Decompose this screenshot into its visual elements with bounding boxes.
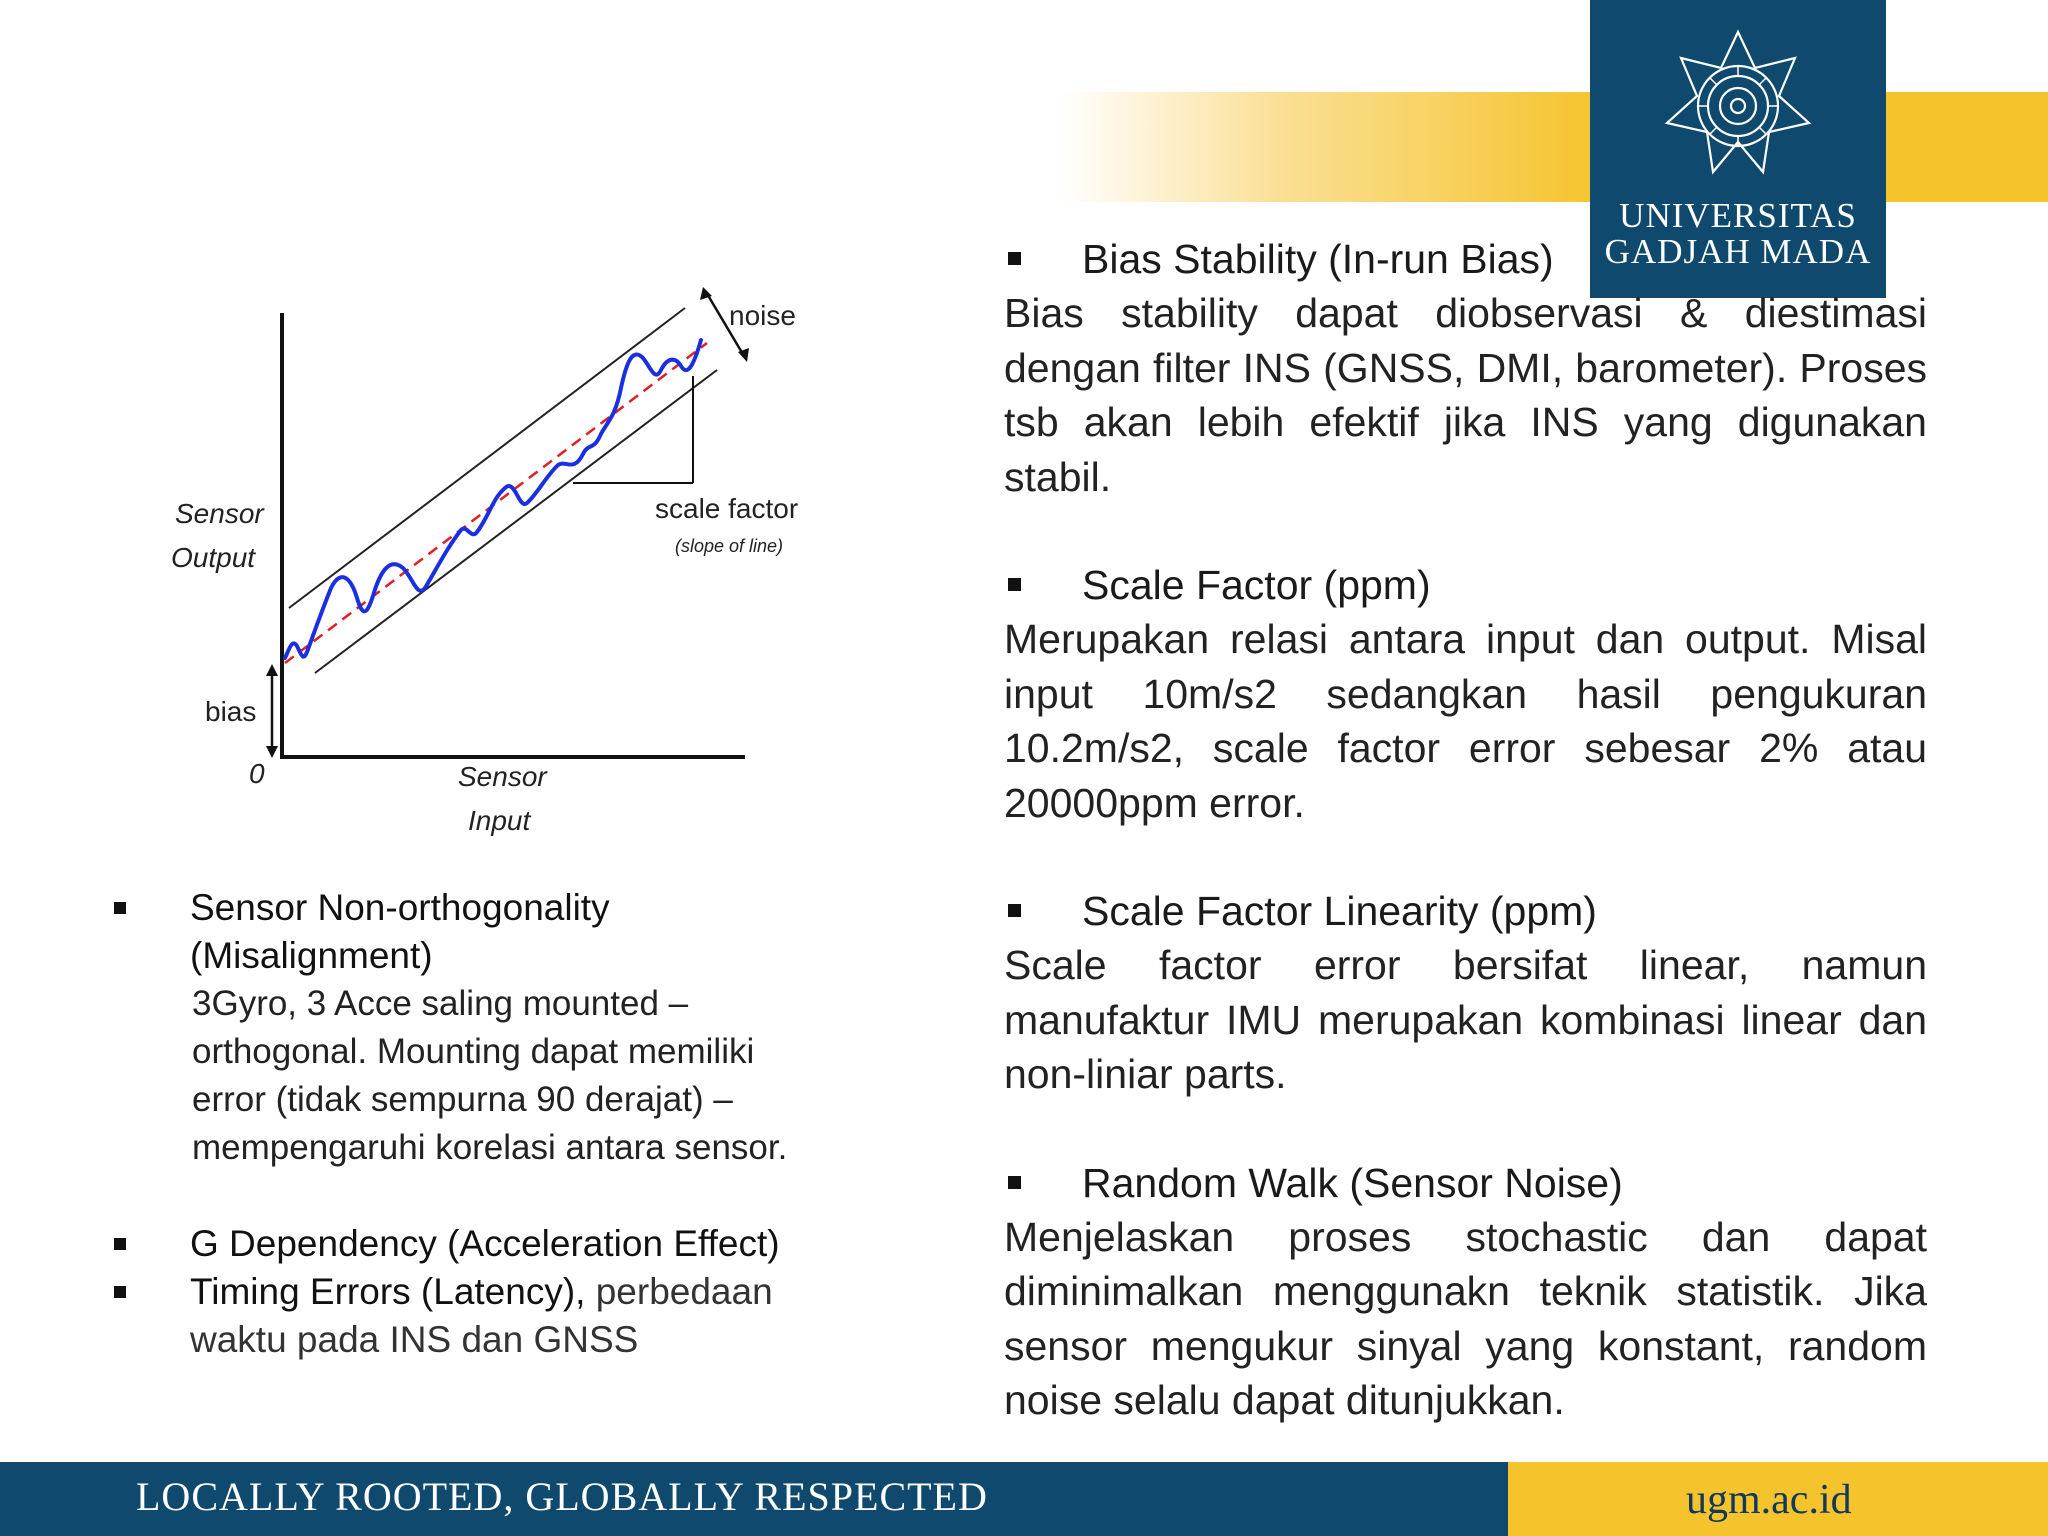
scale-factor-label: scale factor — [655, 493, 799, 524]
item-g-dependency — [112, 1220, 832, 1268]
section-heading-row — [1004, 558, 1927, 612]
bullet-square-icon — [1008, 252, 1021, 265]
item-body-line-1: 3Gyro, 3 Acce saling mounted – — [192, 984, 689, 1023]
footer-slogan: LOCALLY ROOTED, GLOBALLY RESPECTED — [136, 1474, 988, 1519]
section-heading-row — [1004, 1156, 1927, 1210]
logo-line-2: GADJAH MADA — [1604, 232, 1872, 271]
header-gold-band — [1060, 92, 2048, 202]
bias-arrow-head-top — [266, 664, 278, 676]
footer-url-link[interactable]: ugm.ac.id — [1686, 1477, 1852, 1523]
trend-line — [285, 343, 707, 663]
ugm-emblem-icon — [1663, 28, 1813, 178]
section-bias-stability — [1004, 232, 1927, 504]
section-heading: Scale Factor Linearity (ppm) — [1082, 888, 1597, 934]
section-body: Menjelaskan proses stochastic dan dapat diminimalkan menggunakn teknik statistik. Jika sensor mengukur sinyal yang konstant, random noise selalu dapat ditunjukkan. — [1004, 1213, 1927, 1423]
item-body-line-4: mempengaruhi korelasi antara sensor. — [192, 1128, 788, 1167]
noise-label: noise — [729, 300, 796, 331]
bias-label: bias — [205, 696, 257, 727]
bullet-square-icon — [114, 1238, 126, 1250]
x-axis-label-1: Sensor — [458, 761, 547, 792]
item-heading-tail: perbedaan — [595, 1271, 773, 1312]
section-heading: Scale Factor (ppm) — [1082, 562, 1431, 608]
item-timing-errors — [112, 1268, 832, 1364]
bullet-square-icon — [1008, 1176, 1021, 1189]
section-scale-factor-linearity — [1004, 884, 1927, 1102]
bullet-square-icon — [1008, 578, 1021, 591]
section-body: Bias stability dapat diobservasi & diestimasi dengan filter INS (GNSS, DMI, barometer). Proses tsb akan lebih efektif jika INS yang digunakan stabil. — [1004, 290, 1927, 500]
bullet-square-icon — [114, 1286, 126, 1298]
left-column — [112, 884, 832, 1364]
section-random-walk — [1004, 1156, 1927, 1428]
spacer — [112, 1172, 832, 1220]
bullet-square-icon — [114, 902, 126, 914]
origin-label: 0 — [249, 758, 265, 789]
x-axis-label-2: Input — [468, 805, 531, 836]
sensor-signal — [285, 340, 701, 658]
bullet-square-icon — [1008, 904, 1021, 917]
y-axis-label-1: Sensor — [175, 498, 264, 529]
section-scale-factor — [1004, 558, 1927, 830]
sensor-error-diagram — [155, 278, 825, 848]
section-heading-row — [1004, 232, 1927, 286]
item-heading-line-1: Sensor Non-orthogonality — [190, 887, 610, 928]
bias-arrow-head-bottom — [266, 746, 278, 758]
item-body — [112, 980, 832, 1172]
item-heading: Timing Errors (Latency), — [190, 1271, 586, 1312]
item-heading-line-2: (Misalignment) — [190, 935, 433, 976]
y-axis-label-2: Output — [171, 542, 256, 573]
right-column — [1004, 232, 1927, 1482]
item-body-line-2: orthogonal. Mounting dapat memiliki — [192, 1032, 755, 1071]
section-body: Merupakan relasi antara input dan output. Misal input 10m/s2 sedangkan hasil pengukuran 10.2m/s2, scale factor error sebesar 2% atau 20000ppm error. — [1004, 616, 1927, 826]
section-heading-row — [1004, 884, 1927, 938]
section-heading: Bias Stability (In-run Bias) — [1082, 236, 1554, 282]
item-non-orthogonality — [112, 884, 832, 980]
section-heading: Random Walk (Sensor Noise) — [1082, 1159, 1623, 1206]
noise-band-upper — [289, 308, 685, 608]
section-body: Scale factor error bersifat linear, namun manufaktur IMU merupakan kombinasi linear dan non-liniar parts. — [1004, 942, 1927, 1097]
item-body: waktu pada INS dan GNSS — [190, 1319, 639, 1360]
item-body-line-3: error (tidak sempurna 90 derajat) – — [192, 1080, 733, 1119]
item-heading: G Dependency (Acceleration Effect) — [190, 1223, 780, 1264]
logo-line-1: UNIVERSITAS — [1619, 196, 1857, 235]
slope-label: (slope of line) — [675, 536, 784, 556]
